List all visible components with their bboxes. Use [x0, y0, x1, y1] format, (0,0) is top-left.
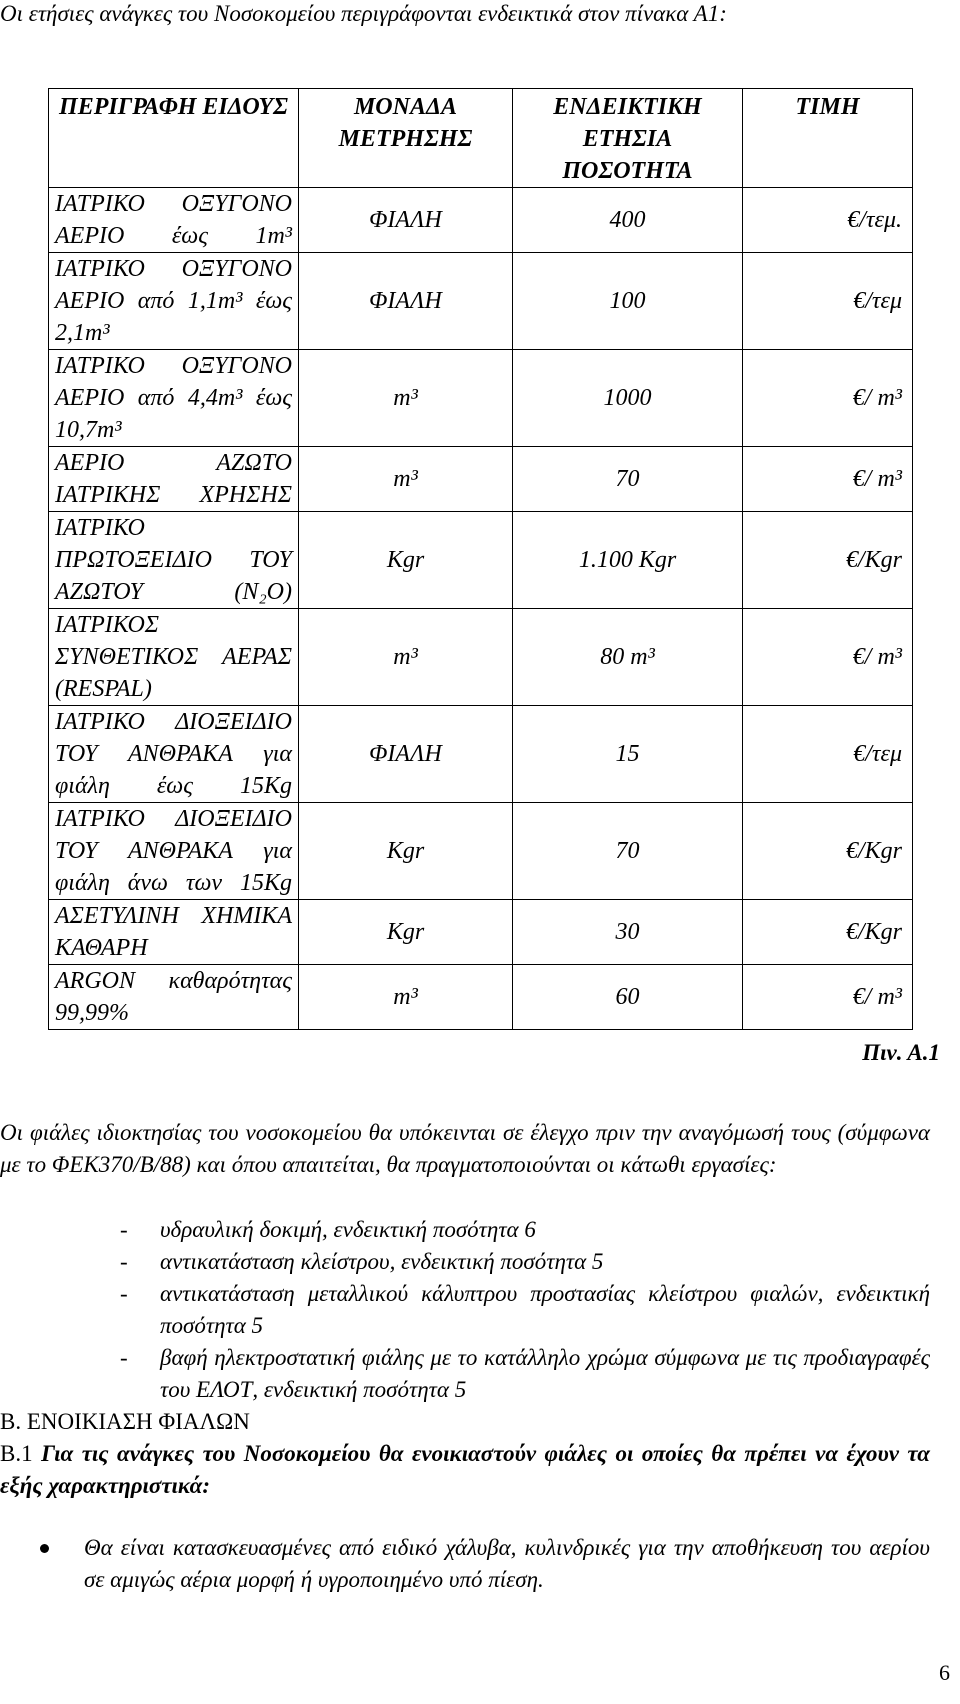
row-description: ARGON καθαρότητας 99,99%	[49, 965, 299, 1030]
intro-text: Οι ετήσιες ανάγκες του Νοσοκομείου περιγράφονται ενδεικτικά στον πίνακα Α1:	[0, 1, 727, 26]
row-quantity: 70	[513, 803, 743, 900]
table-row	[49, 900, 913, 965]
row-unit: Kgr	[299, 900, 513, 965]
row-description: ΙΑΤΡΙΚΟ ΟΞΥΓΟΝΟ ΑΕΡΙΟ από 4,4m³ έως 10,7m³	[49, 350, 299, 447]
row-price: €/Kgr	[743, 803, 913, 900]
row-quantity: 1000	[513, 350, 743, 447]
cylinder-characteristics-list	[40, 1532, 930, 1596]
row-quantity: 80 m³	[513, 609, 743, 706]
row-description: ΙΑΤΡΙΚΟ ΟΞΥΓΟΝΟ ΑΕΡΙΟ έως 1m³	[49, 188, 299, 253]
row-quantity: 15	[513, 706, 743, 803]
row-price: €/ m³	[743, 350, 913, 447]
table-header-row	[49, 89, 913, 188]
row-unit: ΦΙΑΛΗ	[299, 253, 513, 350]
row-unit: m³	[299, 965, 513, 1030]
inspection-task-text: υδραυλική δοκιμή, ενδεικτική ποσότητα 6	[160, 1217, 536, 1242]
row-description: ΙΑΤΡΙΚΟ ΔΙΟΞΕΙΔΙΟ ΤΟΥ ΑΝΘΡΑΚΑ για φιάλη έως 15Kg	[49, 706, 299, 803]
characteristic-item	[40, 1532, 930, 1596]
table-body	[49, 188, 913, 1030]
row-price: €/ m³	[743, 965, 913, 1030]
row-description: ΑΣΕΤΥΛΙΝΗ ΧΗΜΙΚΑ ΚΑΘΑΡΗ	[49, 900, 299, 965]
row-quantity: 30	[513, 900, 743, 965]
row-price: €/Kgr	[743, 512, 913, 609]
inspection-task-text: αντικατάσταση μεταλλικού κάλυπτρου προστασίας κλείστρου φιαλών, ενδεικτική ποσότητα 5	[160, 1281, 930, 1338]
table-row	[49, 350, 913, 447]
header-quantity: ΕΝΔΕΙΚΤΙΚΗ ΕΤΗΣΙΑ ΠΟΣΟΤΗΤΑ	[513, 89, 743, 188]
table-row	[49, 609, 913, 706]
inspection-task-item	[120, 1214, 930, 1246]
inspection-tasks-list	[120, 1214, 930, 1406]
row-unit: m³	[299, 609, 513, 706]
row-quantity: 60	[513, 965, 743, 1030]
bullet-dot-icon	[40, 1544, 49, 1553]
table-row	[49, 447, 913, 512]
row-unit: ΦΙΑΛΗ	[299, 706, 513, 803]
section-b1-text: Για τις ανάγκες του Νοσοκομείου θα ενοικιαστούν φιάλες οι οποίες θα πρέπει να έχουν τα εξής χαρακτηριστικά:	[0, 1441, 931, 1498]
annual-needs-table	[48, 88, 913, 1030]
row-description: ΙΑΤΡΙΚΟΣ ΣΥΝΘΕΤΙΚΟΣ ΑΕΡΑΣ (RESPAL)	[49, 609, 299, 706]
row-quantity: 400	[513, 188, 743, 253]
row-price: €/τεμ.	[743, 188, 913, 253]
inspection-task-text: αντικατάσταση κλείστρου, ενδεικτική ποσότητα 5	[160, 1249, 604, 1274]
row-unit: Kgr	[299, 512, 513, 609]
section-b1	[0, 1438, 930, 1502]
inspection-task-item	[120, 1246, 930, 1278]
table-row	[49, 965, 913, 1030]
dash-marker: -	[120, 1281, 128, 1306]
row-price: €/ m³	[743, 447, 913, 512]
page-number: 6	[939, 1660, 950, 1685]
table-row	[49, 253, 913, 350]
table-row	[49, 706, 913, 803]
characteristic-text: Θα είναι κατασκευασμένες από ειδικό χάλυβα, κυλινδρικές για την αποθήκευση του αερίου σε αμιγώς αέρια μορφή ή υγροποιημένο υπό πίεση.	[84, 1535, 930, 1592]
row-unit: Kgr	[299, 803, 513, 900]
row-description: ΙΑΤΡΙΚΟ ΟΞΥΓΟΝΟ ΑΕΡΙΟ από 1,1m³ έως 2,1m³	[49, 253, 299, 350]
inspection-task-text: βαφή ηλεκτροστατική φιάλης με το κατάλληλο χρώμα σύμφωνα με τις προδιαγραφές του ΕΛΟΤ, ενδεικτική ποσότητα 5	[160, 1345, 930, 1402]
inspection-task-item	[120, 1278, 930, 1342]
cylinder-inspection-notes: Οι φιάλες ιδιοκτησίας του νοσοκομείου θα υπόκεινται σε έλεγχο πριν την αναγόμωσή τους (σύμφωνα με το ΦΕΚ370/Β/88) και όπου απαιτείται, θα πραγματοποιούνται οι κάτωθι εργασίες:	[0, 1120, 930, 1177]
header-unit: ΜΟΝΑΔΑ ΜΕΤΡΗΣΗΣ	[299, 89, 513, 188]
row-description: ΙΑΤΡΙΚΟ ΔΙΟΞΕΙΔΙΟ ΤΟΥ ΑΝΘΡΑΚΑ για φιάλη άνω των 15Kg	[49, 803, 299, 900]
table-row	[49, 803, 913, 900]
row-quantity: 70	[513, 447, 743, 512]
dash-marker: -	[120, 1217, 128, 1242]
row-unit: ΦΙΑΛΗ	[299, 188, 513, 253]
row-unit: m³	[299, 447, 513, 512]
row-price: €/τεμ	[743, 253, 913, 350]
dash-marker: -	[120, 1249, 128, 1274]
section-b-heading: Β. ΕΝΟΙΚΙΑΣΗ ΦΙΑΛΩΝ	[0, 1409, 250, 1434]
row-description: ΑΕΡΙΟ ΑΖΩΤΟ ΙΑΤΡΙΚΗΣ ΧΡΗΣΗΣ	[49, 447, 299, 512]
inspection-task-item	[120, 1342, 930, 1406]
row-quantity: 1.100 Kgr	[513, 512, 743, 609]
header-price: ΤΙΜΗ	[743, 89, 913, 188]
row-quantity: 100	[513, 253, 743, 350]
row-price: €/τεμ	[743, 706, 913, 803]
row-unit: m³	[299, 350, 513, 447]
table-row	[49, 188, 913, 253]
row-price: €/ m³	[743, 609, 913, 706]
table-row	[49, 512, 913, 609]
header-description: ΠΕΡΙΓΡΑΦΗ ΕΙΔΟΥΣ	[49, 89, 299, 188]
section-b1-label: Β.1	[0, 1441, 33, 1466]
dash-marker: -	[120, 1345, 128, 1370]
table-caption: Πιν. Α.1	[862, 1040, 940, 1065]
row-price: €/Kgr	[743, 900, 913, 965]
row-description: ΙΑΤΡΙΚΟ ΠΡΩΤΟΞΕΙΔΙΟ ΤΟΥ ΑΖΩΤΟΥ (N₂O)	[49, 512, 299, 609]
